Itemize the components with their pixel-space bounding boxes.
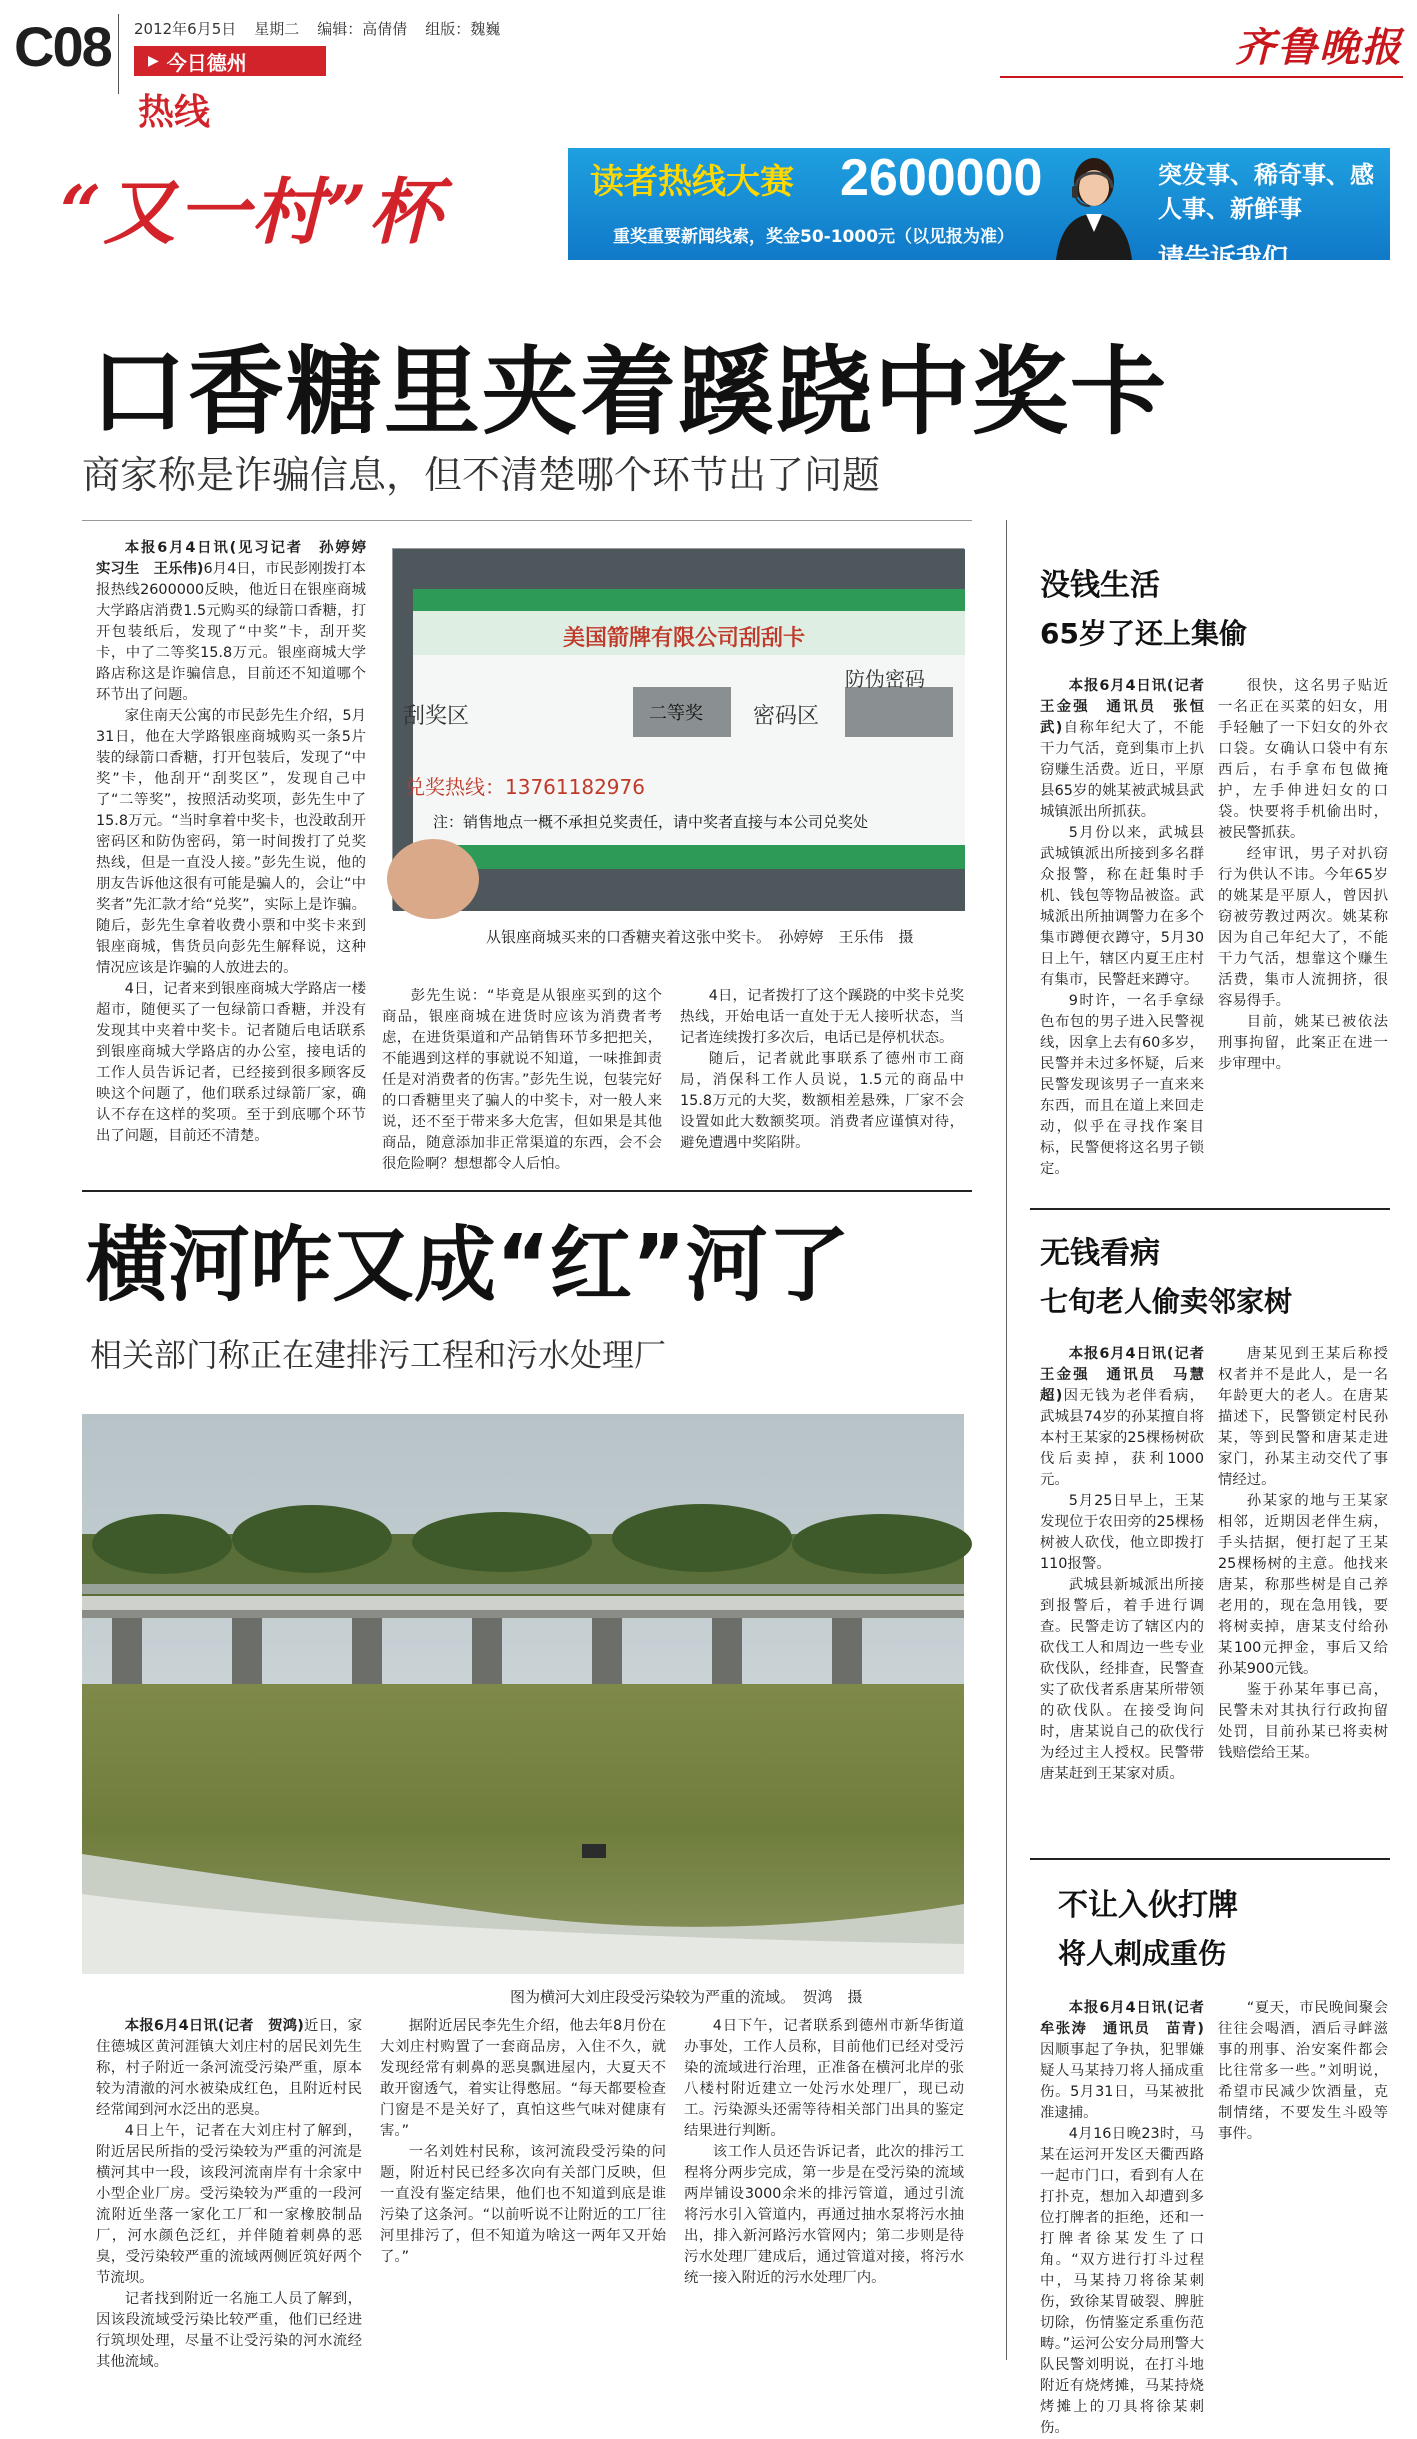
story1-dateline: 本报6月4日讯(见习记者 孙婷婷 实习生 王乐伟): [96, 540, 381, 577]
section-name: 热线: [138, 92, 211, 133]
sidebar1-column-a: [1040, 676, 1219, 1192]
sidebar2-title: 无钱看病: [1040, 1236, 1160, 1271]
story1-column-a: [96, 538, 381, 1198]
issue-weekday: 星期二: [254, 20, 300, 38]
story1-p2: 家住南天公寓的市民彭先生介绍，5月31日，他在大学路银座商城购买一条5片装的绿箭口香糖，打开包装后，发现了“中奖”卡，他刮开“刮奖区”，发现自己中了“二等奖”，按照活动奖项，彭先生中了15.8万元。“当时拿着中奖卡，也没敢刮开密码区和防伪密码，第一时间拨打了兑奖热线，但是一直没人接。”彭先生说，他的朋友告诉他这很有可能是骗人的，会让“中奖者”先汇款才给“兑奖”，实际上是诈骗。随后，彭先生拿着收费小票和中奖卡来到银座商城，售货员向彭先生解释说，这种情况应该是诈骗的人放进去的。: [96, 708, 366, 976]
sidebar2-p3: 武城县新城派出所接到报警后，着手进行调查。民警走访了辖区内的砍伐工人和周边一些专业砍伐队，经排查，民警查实了砍伐者系唐某所带领的砍伐队。在接受询问时，唐某说自己的砍伐行为经过主人授权。民警带唐某赶到王某家对质。: [1040, 1577, 1204, 1782]
story2-headline: 横河咋又成“红”河了: [86, 1218, 850, 1313]
banner-slogan-2: 请告诉我们……: [1158, 244, 1341, 274]
logo-rule: [1000, 76, 1403, 78]
sidebar2-column-a: [1040, 1344, 1219, 1840]
story2-p4: 据附近居民李先生介绍，他去年8月份在大刘庄村购置了一套商品房，入住不久，就发现经常有刺鼻的恶臭飘进屋内，大夏天不敢开窗透气，着实让得憋屈。“每天都要检查门窗是不是关好了，真怕这些气味对健康有害。”: [380, 2018, 666, 2139]
issue-layout: 组版：魏巍: [425, 20, 501, 38]
sidebar2-p1: 因无钱为老伴看病，武城县74岁的孙某擅自将本村王某家的25棵杨树砍伐后卖掉，获利1000元。: [1040, 1388, 1204, 1488]
story1-p3: 4日，记者来到银座商城大学路店一楼超市，随便买了一包绿箭口香糖，并没有发现其中夹着中奖卡。记者随后电话联系到银座商城大学路店的办公室，接电话的工作人员告诉记者，已经接到很多顾客反映这个问题了，他们联系过绿箭厂家，确认不存在这样的奖项。至于到底哪个环节出了问题，目前还不清楚。: [96, 981, 366, 1144]
sidebar1-column-b: [1218, 676, 1388, 1192]
story-divider: [82, 1190, 972, 1192]
banner-slogan: [1158, 158, 1390, 276]
sidebar1-p4: 很快，这名男子贴近一名正在买菜的妇女，用手轻触了一下妇女的外衣口袋。女确认口袋中有东西后，右手拿布包做掩护，左手伸进妇女的口袋。快要将手机偷出时，被民警抓获。: [1218, 678, 1388, 841]
story2-photo-caption: 图为横河大刘庄段受污染较为严重的流域。 贺鸿 摄: [510, 1988, 863, 2006]
issue-meta: [134, 18, 500, 39]
story1-headline: 口香糖里夹着蹊跷中奖卡: [90, 336, 1168, 448]
card-company: 美国箭牌有限公司刮刮卡: [563, 626, 806, 651]
operator-person-icon: [1046, 148, 1142, 260]
story2-p6: 4日下午，记者联系到德州市新华街道办事处，工作人员称，目前他们已经对受污染的流域进行治理，正准备在横河北岸的张八楼村附近建立一处污水处理厂，现已动工。污染源头还需等待相关部门出具的鉴定结果进行判断。: [684, 2018, 964, 2139]
sidebar2-dateline: 本报6月4日讯(记者 王金强 通讯员 马慧超): [1040, 1346, 1219, 1404]
story2-column-c: [684, 2016, 964, 2356]
banner-slogan-1: 突发事、稀奇事、感人事、新鲜事: [1158, 161, 1374, 223]
triangle-icon: ▶: [148, 53, 159, 69]
story1-column-c: [680, 986, 964, 1186]
sidebar3-subtitle: 将人刺成重伤: [1058, 1937, 1227, 1970]
sidebar3-dateline: 本报6月4日讯(记者 牟张涛 通讯员 苗青): [1040, 2000, 1219, 2037]
newspaper-logo: 齐鲁晚报: [1235, 24, 1403, 71]
sidebar3-title: 不让入伙打牌: [1058, 1888, 1238, 1923]
story2-p7: 该工作人员还告诉记者，此次的排污工程将分两步完成，第一步是在受污染的流域两岸铺设3000余米的排污管道，通过引流将污水引入管道内，再通过抽水泵将污水抽出，排入新河路污水管网内；第二步则是待污水处理厂建成后，通过管道对接，将污水统一接入附近的污水处理厂内。: [684, 2144, 964, 2286]
story1-subhead: 商家称是诈骗信息，但不清楚哪个环节出了问题: [82, 453, 881, 497]
story2-p1: 近日，家住德城区黄河涯镇大刘庄村的居民刘先生称，村子附近一条河流受污染严重，原本较为清澈的河水被染成红色，且附近村民经常闻到河水泛出的恶臭。: [96, 2018, 362, 2118]
sidebar3-p3: “夏天，市民晚间聚会往往会喝酒，酒后寻衅滋事的刑事、治安案件都会比往常多一些。”刘明说，希望市民减少饮酒量，克制情绪，不要发生斗殴等事件。: [1218, 2000, 1388, 2142]
story2-column-b: [380, 2016, 666, 2356]
story1-p1: 6月4日，市民彭刚拨打本报热线2600000反映，他近日在银座商城大学路店消费1.5元购买的绿箭口香糖，打开包装纸后，发现了“中奖”卡，刮开奖卡，中了二等奖15.8万元。银座商城大学路店称这是诈骗信息，目前还不知道哪个环节出了问题。: [96, 561, 367, 703]
scratch-card-image: [393, 549, 965, 911]
issue-editor: 编辑：高倩倩: [317, 20, 408, 38]
story1-p6: 随后，记者就此事联系了德州市工商局，消保科工作人员说，1.5元的商品中15.8万元的大奖，数额相差悬殊，厂家不会设置如此大数额奖项。消费者应谨慎对待，避免遭遇中奖陷阱。: [680, 1051, 964, 1151]
story2-photo: [82, 1414, 964, 1974]
banner-contest: 读者热线大赛: [590, 162, 794, 202]
card-zone-code: 密码区: [753, 704, 820, 729]
story1-column-b: [382, 986, 662, 1186]
sidebar1-subtitle: 65岁了还上集偷: [1040, 617, 1247, 650]
issue-date: 2012年6月5日: [134, 20, 237, 38]
section-tag-label: 今日德州: [166, 50, 247, 75]
sidebar1-p1: 自称年纪大了，不能干力气活，竟到集市上扒窃赚生活费。近日，平原县65岁的姚某被武城县武城镇派出所抓获。: [1040, 720, 1204, 820]
story2-p3-start: 记者找到附近一名施工人员了解到，因该段流域受污染比较严重，他们已经进行筑坝处理，尽量不让受污染的河水流经其他流域。: [96, 2291, 362, 2370]
page-number: C08: [14, 15, 111, 78]
card-hotline: 兑奖热线：13761182976: [405, 775, 645, 799]
story1-photo: [392, 548, 964, 910]
story2-subhead: 相关部门称正在建排污工程和污水处理厂: [90, 1336, 667, 1374]
sidebar2-p5: 孙某家的地与王某家相邻，近期因老伴生病，手头拮据，便打起了王某25棵杨树的主意。他找来唐某，称那些树是自己养老用的，现在急用钱，要将树卖掉，唐某支付给孙某100元押金，事后又给孙某900元钱。: [1218, 1493, 1388, 1677]
sidebar1-dateline: 本报6月4日讯(记者 王金强 通讯员 张恒武): [1040, 678, 1219, 736]
sidebar3-p2: 4月16日晚23时，马某在运河开发区天衢西路一起市门口，看到有人在打扑克，想加入却遭到多位打牌者的拒绝，还和一打牌者徐某发生了口角。“双方进行打斗过程中，马某持刀将徐某刺伤，致徐某胃破裂、脾脏切除，伤情鉴定系重伤范畴。”运河公安分局刑警大队民警刘明说，在打斗地附近有烧烤摊，马某持烧烤摊上的刀具将徐某刺伤。: [1040, 2126, 1204, 2436]
card-prize: 二等奖: [649, 703, 703, 724]
card-zone-prize: 刮奖区: [403, 704, 470, 729]
sidebar1-title: 没钱生活: [1040, 568, 1160, 603]
card-note: 注：销售地点一概不承担兑奖责任，请中奖者直接与本公司兑奖处: [433, 813, 869, 831]
sidebar1-p2: 5月份以来，武城县武城镇派出所接到多名群众报警，称在赶集时手机、钱包等物品被盗。武城派出所抽调警力在多个集市蹲便衣蹲守，5月30日上午，辖区内夏王庄村有集市，民警赶来蹲守。: [1040, 825, 1204, 988]
sidebar1-p6: 目前，姚某已被依法刑事拘留，此案正在进一步审理中。: [1218, 1014, 1388, 1072]
sidebar2-p2: 5月25日早上，王某发现位于农田旁的25棵杨树被人砍伐，他立即拨打110报警。: [1040, 1493, 1204, 1572]
banner-phone: 2600000: [840, 149, 1043, 207]
section-tag: [134, 46, 326, 76]
sidebar-divider-2: [1030, 1858, 1390, 1860]
sidebar1-p5: 经审讯，男子对扒窃行为供认不讳。今年65岁的姚某是平原人，曾因扒窃被劳教过两次。姚某称因为自己年纪大了，不能干力气活，想靠这个赚生活费，集市人流拥挤，很容易得手。: [1218, 846, 1388, 1009]
masthead-divider: [118, 14, 119, 94]
story1-photo-caption: 从银座商城买来的口香糖夹着这张中奖卡。 孙婷婷 王乐伟 摄: [486, 928, 914, 946]
story1-p5: 4日，记者拨打了这个蹊跷的中奖卡兑奖热线，开始电话一直处于无人接听状态，当记者连续拨打多次后，电话已是停机状态。: [680, 988, 964, 1046]
banner-prize: 重奖重要新闻线索，奖金50-1000元（以见报为准）: [613, 227, 1015, 247]
sidebar3-column-a: [1040, 1998, 1219, 2436]
sidebar3-column-b: [1218, 1998, 1388, 2358]
sidebar2-p6: 鉴于孙某年事已高，民警未对其执行行政拘留处罚，目前孙某已将卖树钱赔偿给王某。: [1218, 1682, 1388, 1761]
sidebar-divider-1: [1030, 1208, 1390, 1210]
sidebar2-subtitle: 七旬老人偷卖邻家树: [1040, 1285, 1293, 1318]
story2-p2: 4日上午，记者在大刘庄村了解到，附近居民所指的受污染较为严重的河流是横河其中一段，该段河流南岸有十余家中小型企业厂房。受污染较为严重的一段河流附近坐落一家化工厂和一家橡胶制品厂，河水颜色泛红，并伴随着刺鼻的恶臭，受污染较严重的流域两侧匠筑好两个节流坝。: [96, 2123, 362, 2286]
sidebar3-p1: 因顺事起了争执，犯罪嫌疑人马某持刀将人捅成重伤。5月31日，马某被批准逮捕。: [1040, 2042, 1204, 2121]
card-zone-anti: 防伪密码: [845, 667, 925, 691]
story2-column-a: [96, 2016, 362, 2370]
sidebar2-p4: 唐某见到王某后称授权者并不是此人，是一名年龄更大的老人。在唐某描述下，民警锁定村民孙某，等到民警和唐某走进家门，孙某主动交代了事情经过。: [1218, 1346, 1388, 1488]
story2-p5: 一名刘姓村民称，该河流段受污染的问题，附近村民已经多次向有关部门反映，但一直没有鉴定结果，他们也不知道到底是谁污染了这条河。“以前听说不让附近的工厂往河里排污了，但不知道为啥这一两年又开始了。”: [380, 2144, 666, 2265]
river-bridge-image: [82, 1414, 964, 1974]
hotline-banner: [28, 148, 1390, 274]
sidebar-rule: [1006, 520, 1007, 2360]
story1-top-rule: [82, 520, 972, 521]
sidebar2-column-b: [1218, 1344, 1388, 1840]
banner-cup-name: “又一村”杯: [60, 169, 443, 254]
story2-dateline: 本报6月4日讯(记者 贺鸿): [124, 2018, 304, 2034]
story1-p4: 彭先生说：“毕竟是从银座买到的这个商品，银座商城在进货时应该为消费者考虑，在进货渠道和产品销售环节多把把关，不能遇到这样的事就说不知道，一味推卸责任是对消费者的伤害。”彭先生说，包装完好的口香糖里夹了骗人的中奖卡，对一般人来说，还不至于带来多大危害，但如果是其他商品，随意添加非正常渠道的东西，会不会很危险啊？想想都令人后怕。: [382, 988, 662, 1172]
sidebar1-p3: 9时许，一名手拿绿色布包的男子进入民警视线，因拿上去有60多岁，民警并未过多怀疑，后来民警发现该男子一直来来东西，而且在道上来回走动，似乎在寻找作案目标，民警便将这名男子锁定。: [1040, 993, 1204, 1177]
